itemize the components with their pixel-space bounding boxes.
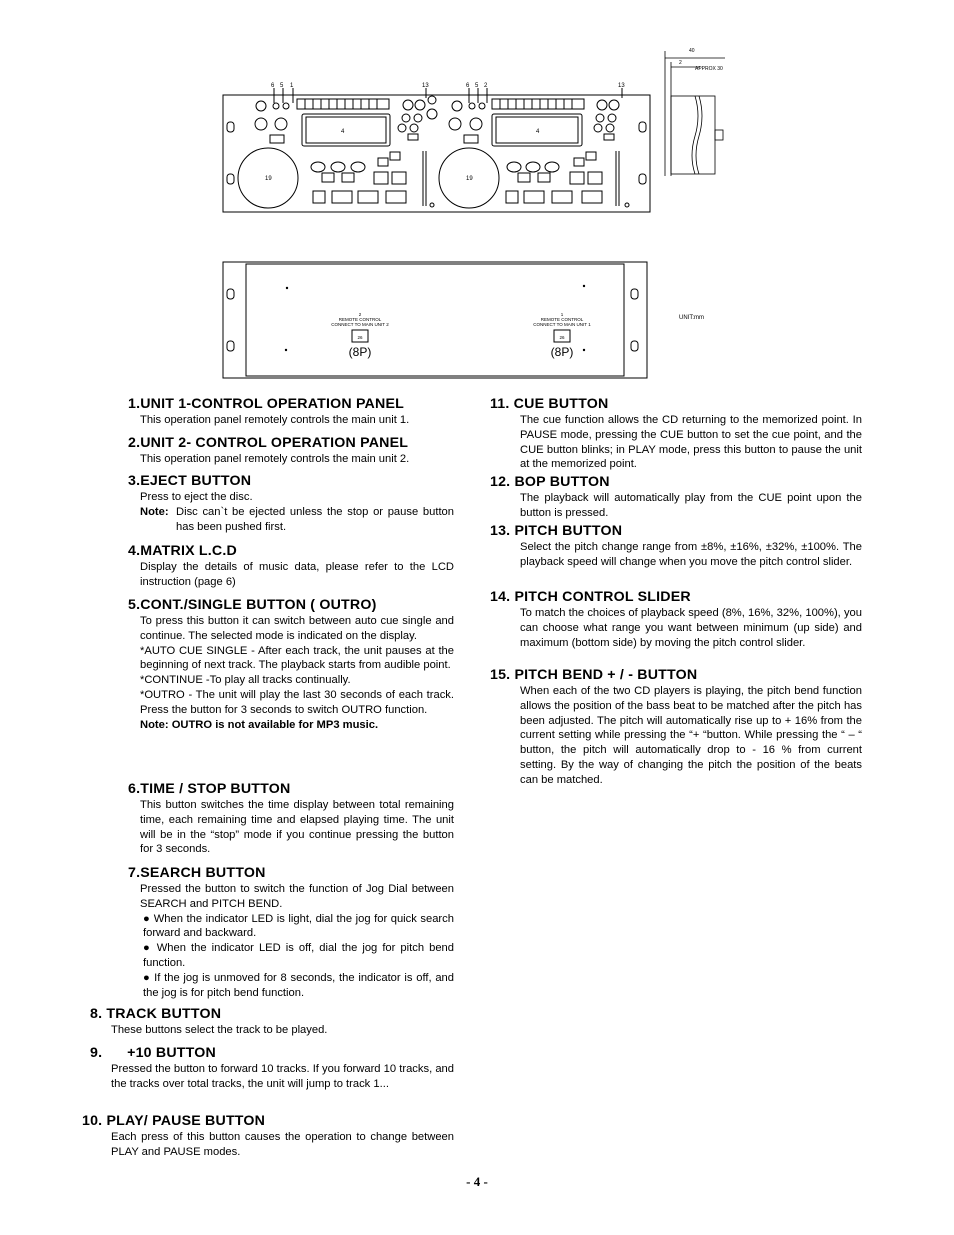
section-text: The cue function allows the CD returning to the memorized point. In PAUSE mode, pressing the CUE button to set the cue point, and the CUE button blinks; in PLAY mode, press this button to pause the unit at the memorized point. xyxy=(520,414,862,471)
section-title: 5.CONT./SINGLE BUTTON ( OUTRO) xyxy=(128,597,377,613)
rear-left-pins: (8P) xyxy=(348,345,372,359)
section-title: 7.SEARCH BUTTON xyxy=(128,865,266,881)
bullet-icon xyxy=(143,913,154,925)
section-title: 9. +10 BUTTON xyxy=(90,1045,216,1061)
rear-right-connector: 26 xyxy=(559,335,565,340)
section-text: This button switches the time display between total remaining time, each remaining time and elapsed playing time. The unit will be in the “stop” mode if you continue pressing the button for 3 seconds. xyxy=(140,799,454,856)
bullet-icon xyxy=(143,972,154,984)
dim-40: 40 xyxy=(689,48,695,54)
dim-2: 2 xyxy=(679,60,682,66)
section-text: *AUTO CUE SINGLE - After each track, the unit pauses at the beginning of next track. The playback starts from audible point. xyxy=(140,644,454,672)
callout-1-left: 1 xyxy=(290,83,294,89)
section-text: This operation panel remotely controls the main unit 1. xyxy=(140,414,410,426)
section-title: 11. CUE BUTTON xyxy=(490,396,609,412)
dim-approx-30: APPROX 30 xyxy=(695,66,723,72)
bullet-text: If the jog is unmoved for 8 seconds, the indicator is off, and the jog is for pitch bend function. xyxy=(143,971,454,999)
section-title: 3.EJECT BUTTON xyxy=(128,473,252,489)
unit-label: UNIT:mm xyxy=(679,315,704,321)
section-title: 4.MATRIX L.C.D xyxy=(128,543,237,559)
rear-left-num: 2 xyxy=(358,312,362,317)
rear-right-remote: REMOTE CONTROL xyxy=(540,317,584,322)
section-text: To match the choices of playback speed (8%, 16%, 32%, 100%), you can choose what range you want between minimum (up side) and maximum (bottom side) by moving the pitch control slider. xyxy=(520,607,862,649)
bullet-icon xyxy=(143,942,157,954)
jog-label-left: 19 xyxy=(265,176,272,182)
section-text: These buttons select the track to be played. xyxy=(111,1024,328,1036)
rear-right-num: 1 xyxy=(560,312,564,317)
note-text: Disc can`t be ejected unless the stop or pause button has been pushed first. xyxy=(176,505,454,533)
section-pitch xyxy=(490,523,862,570)
section-text: The playback will automatically play from the CUE point upon the button is pressed. xyxy=(520,492,862,519)
callout-2-right: 2 xyxy=(484,83,488,89)
section-text: Each press of this button causes the operation to change between PLAY and PAUSE modes. xyxy=(111,1131,454,1158)
section-unit2 xyxy=(128,435,454,467)
lcd-label-right: 4 xyxy=(536,129,540,135)
section-text: To press this button it can switch between auto cue single and continue. The selected mode is indicated on the display. xyxy=(140,615,454,642)
section-text: Display the details of music data, please refer to the LCD instruction (page 6) xyxy=(140,561,454,588)
rear-right-connect: CONNECT TO MAIN UNIT 1 xyxy=(533,322,591,327)
rear-panel-diagram xyxy=(222,261,652,381)
callout-5-left: 5 xyxy=(280,83,284,89)
section-pitch-bend xyxy=(490,667,862,788)
section-unit1 xyxy=(128,396,454,428)
note xyxy=(128,505,454,535)
section-title: 14. PITCH CONTROL SLIDER xyxy=(490,589,691,605)
callout-5-right: 5 xyxy=(475,83,479,89)
bullet-text: When the indicator LED is off, dial the jog for pitch bend function. xyxy=(143,942,454,969)
section-time-stop xyxy=(128,781,454,857)
rear-left-remote: REMOTE CONTROL xyxy=(338,317,382,322)
section-cue xyxy=(490,396,862,472)
page-number: - 4 - xyxy=(466,1174,488,1189)
section-note: Note: OUTRO is not available for MP3 music. xyxy=(140,718,379,731)
section-title: 8. TRACK BUTTON xyxy=(90,1006,222,1022)
section-pitch-slider xyxy=(490,589,862,650)
section-text: *CONTINUE -To play all tracks continually. xyxy=(140,674,351,687)
section-text: Pressed the button to switch the function of Jog Dial between SEARCH and PITCH BEND. xyxy=(140,883,454,910)
section-lcd xyxy=(128,543,454,590)
section-track xyxy=(90,1006,454,1038)
section-cont-single xyxy=(128,597,454,732)
rear-left-connector: 26 xyxy=(357,335,363,340)
section-title: 6.TIME / STOP BUTTON xyxy=(128,781,291,797)
section-text: Pressed the button to forward 10 tracks. If you forward 10 tracks, and the tracks over total tracks, the unit will jump to track 1... xyxy=(111,1063,454,1090)
callout-6-right: 6 xyxy=(466,83,470,89)
rear-left-connect: CONNECT TO MAIN UNIT 2 xyxy=(331,322,389,327)
section-plus10 xyxy=(90,1045,454,1092)
section-title: 2.UNIT 2- CONTROL OPERATION PANEL xyxy=(128,435,409,451)
section-text: Select the pitch change range from ±8%, ±16%, ±32%, ±100%. The playback speed will change when you move the pitch control slider. xyxy=(520,541,862,568)
front-panel-diagram xyxy=(222,78,652,218)
section-eject xyxy=(128,473,454,534)
section-title: 15. PITCH BEND + / - BUTTON xyxy=(490,667,698,683)
section-bop xyxy=(490,474,862,521)
section-text: Press to eject the disc. xyxy=(140,491,253,503)
section-search xyxy=(128,865,454,1000)
callout-6-left: 6 xyxy=(271,83,275,89)
section-play-pause xyxy=(82,1113,454,1160)
bullet-text: When the indicator LED is light, dial the jog for quick search forward and backward. xyxy=(143,912,454,940)
section-text: This operation panel remotely controls the main unit 2. xyxy=(140,453,410,465)
section-title: 1.UNIT 1-CONTROL OPERATION PANEL xyxy=(128,396,404,412)
rear-right-pins: (8P) xyxy=(550,345,574,359)
section-title: 12. BOP BUTTON xyxy=(490,474,610,490)
note-label: Note: xyxy=(140,505,169,518)
section-title: 13. PITCH BUTTON xyxy=(490,523,623,539)
section-text: When each of the two CD players is playing, the pitch bend function allows the position of the bass beat to be matched after the pitch has been adjusted. The pitch will automatically rise up to + 16% from the current setting while pressing the “+ “button. While pressing the “ – “ button, the pitch will automatically drop to - 16 % from current setting. By the way of changing the pitch the position of the beats can be matched. xyxy=(520,685,862,786)
lcd-label-left: 4 xyxy=(341,129,345,135)
callout-13-right: 13 xyxy=(618,83,625,89)
jog-label-right: 19 xyxy=(466,176,473,182)
callout-13-left: 13 xyxy=(422,83,429,89)
side-view-diagram xyxy=(655,46,735,181)
section-text: *OUTRO - The unit will play the last 30 seconds of each track. Press the button for 3 seconds to switch OUTRO function. xyxy=(140,688,454,716)
section-title: 10. PLAY/ PAUSE BUTTON xyxy=(82,1113,266,1129)
